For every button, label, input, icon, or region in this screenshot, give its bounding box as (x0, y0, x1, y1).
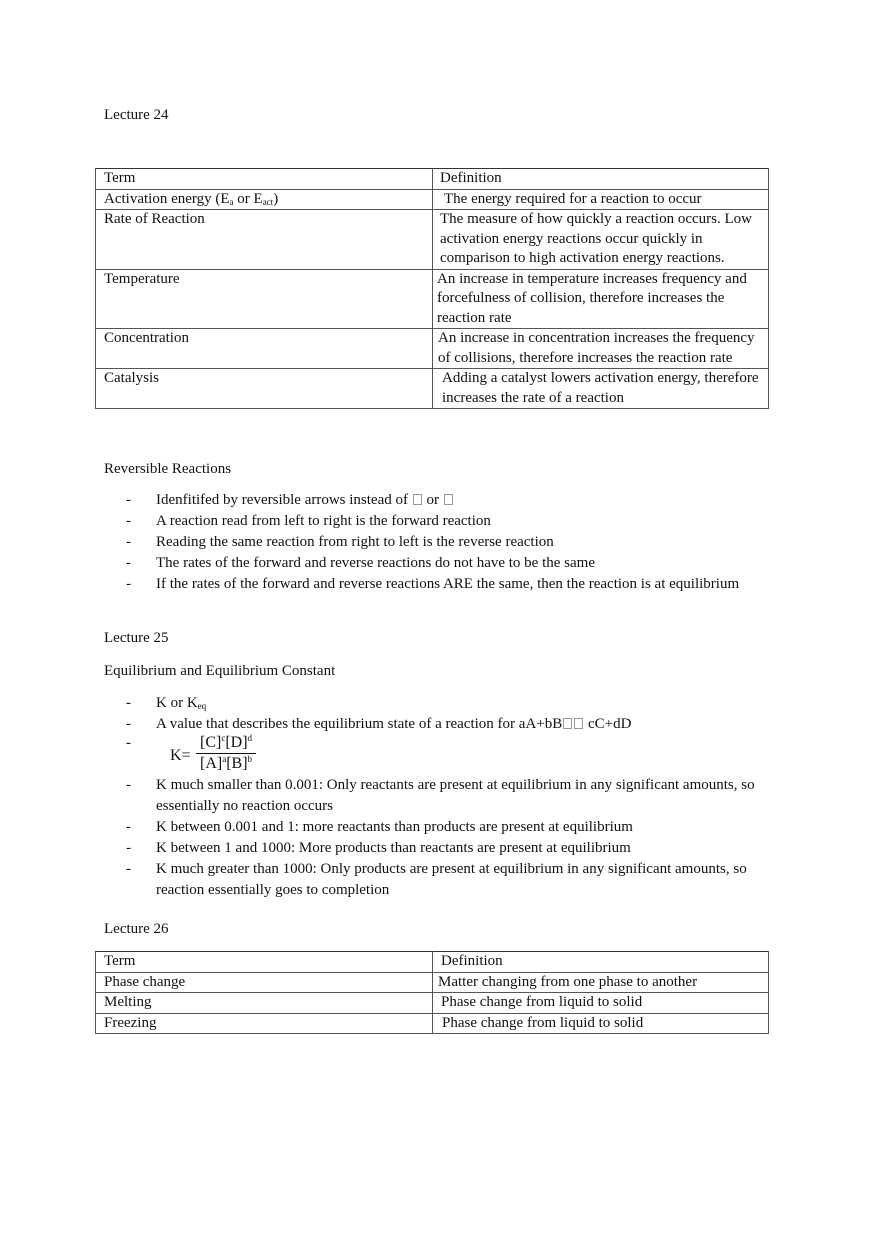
table-header-row (96, 169, 769, 190)
definition-header: Definition (433, 169, 769, 190)
definition-cell: An increase in concentration increases the frequency of collisions, therefore increases the reaction rate (433, 329, 769, 369)
table-header-row (96, 952, 769, 973)
list-item: - Idenfitifed by reversible arrows instead of or (104, 490, 784, 511)
list-item: - The rates of the forward and reverse reactions do not have to be the same (104, 553, 784, 574)
term-cell: Melting (96, 993, 433, 1014)
table-row (96, 1013, 769, 1034)
list-item: - K between 0.001 and 1: more reactants than products are present at equilibrium (104, 817, 784, 838)
definition-header: Definition (433, 952, 769, 973)
lecture-24-terms-table (95, 168, 769, 409)
missing-arrow-glyph-icon (563, 718, 572, 729)
formula-numerator: $[C]^c[D]^d$ (196, 733, 256, 754)
table-row (96, 189, 769, 210)
term-cell: Freezing (96, 1013, 433, 1034)
term-cell: Phase change (96, 972, 433, 993)
formula-fraction (196, 733, 256, 774)
reversible-reactions-list (104, 490, 784, 595)
definition-cell: Phase change from liquid to solid (433, 1013, 769, 1034)
equilibrium-subheading: Equilibrium and Equilibrium Constant (104, 663, 336, 679)
term-cell: Activation energy ($E_a$ or $E_{act}$) (96, 189, 433, 210)
reversible-reactions-heading: Reversible Reactions (104, 461, 232, 477)
missing-arrow-glyph-icon (413, 494, 422, 505)
lecture-26-heading: Lecture 26 (104, 921, 169, 937)
definition-cell: The measure of how quickly a reaction occurs. Low activation energy reactions occur quickly in comparison to high activation energy reactions. (433, 210, 769, 270)
lecture-24-heading: Lecture 24 (104, 107, 169, 123)
definition-cell: Matter changing from one phase to another (433, 972, 769, 993)
missing-arrow-glyph-icon (574, 718, 583, 729)
list-item: - A reaction read from left to right is the forward reaction (104, 511, 784, 532)
equilibrium-constant-formula: - K= $\frac{[C]^c[D]^d}{[A]^a[B]^b}$ (156, 733, 784, 777)
term-cell: Concentration (96, 329, 433, 369)
term-cell: Rate of Reaction (96, 210, 433, 270)
table-row (96, 210, 769, 270)
definition-cell: Adding a catalyst lowers activation energy, therefore increases the rate of a reaction (433, 369, 769, 409)
list-item: - K between 1 and 1000: More products than reactants are present at equilibrium (104, 838, 784, 859)
list-item: - Reading the same reaction from right to left is the reverse reaction (104, 532, 784, 553)
term-header: Term (96, 169, 433, 190)
table-row (96, 972, 769, 993)
list-item: - K or $K_{eq}$ (104, 693, 784, 714)
lecture-25-heading: Lecture 25 (104, 630, 169, 646)
table-row (96, 329, 769, 369)
missing-arrow-glyph-icon (444, 494, 453, 505)
table-row (96, 269, 769, 329)
term-header: Term (96, 952, 433, 973)
list-item: - If the rates of the forward and reverse reactions ARE the same, then the reaction is at equilibrium (104, 574, 784, 595)
list-item: - K much smaller than 0.001: Only reactants are present at equilibrium in any significant amounts, so essentially no reaction occurs (104, 775, 784, 817)
definition-cell: Phase change from liquid to solid (433, 993, 769, 1014)
list-item: - A value that describes the equilibrium state of a reaction for aA+bB cC+dD (104, 714, 784, 735)
term-cell: Temperature (96, 269, 433, 329)
definition-cell: The energy required for a reaction to occur (433, 189, 769, 210)
list-item: - K much greater than 1000: Only products are present at equilibrium in any significant amounts, so reaction essentially goes to completion (104, 859, 784, 901)
table-row (96, 993, 769, 1014)
lecture-26-terms-table (95, 951, 769, 1034)
table-row (96, 369, 769, 409)
list-item-formula (104, 733, 784, 775)
equilibrium-list (104, 693, 784, 901)
definition-cell: An increase in temperature increases frequency and forcefulness of collision, therefore increases the reaction rate (433, 269, 769, 329)
formula-denominator: $[A]^a[B]^b$ (200, 754, 253, 772)
term-cell: Catalysis (96, 369, 433, 409)
